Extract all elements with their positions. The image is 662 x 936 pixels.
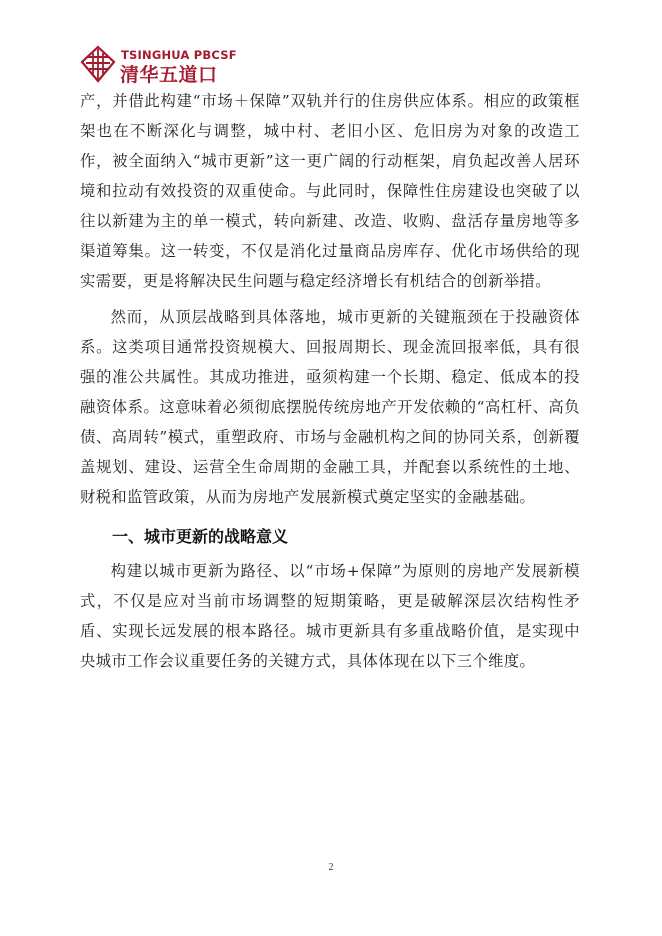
- logo-english-text: TSINGHUA PBCSF: [121, 48, 237, 62]
- tsinghua-logo-icon: [80, 45, 116, 83]
- paragraph-strategic: 构建以城市更新为路径、以“市场+保障”为原则的房地产发展新模式，不仅是应对当前市场调整的短期策略，更是破解深层次结构性矛盾、实现长远发展的根本路径。城市更新具有多重战略价值，是实现中央城市工作会议重要任务的关键方式，具体体现在以下三个维度。: [80, 562, 580, 670]
- logo-chinese-text: 清华五道口: [120, 64, 218, 86]
- section-heading: 一、城市更新的战略意义: [112, 527, 289, 546]
- page-number: 2: [328, 862, 334, 873]
- paragraph-continued: 产，并借此构建“市场＋保障”双轨并行的住房供应体系。相应的政策框架也在不断深化与调整，城中村、老旧小区、危旧房为对象的改造工作，被全面纳入“城市更新”这一更广阔的行动框架，肩负起改善人居环境和拉动有效投资的双重使命。与此同时，保障性住房建设也突破了以往以新建为主的单一模式，转向新建、改造、收购、盘活存量房地等多渠道筹集。这一转变，不仅是消化过量商品房库存、优化市场供给的现实需要，更是将解决民生问题与稳定经济增长有机结合的创新举措。: [80, 92, 580, 290]
- logo: [80, 45, 280, 86]
- paragraph-financing: 然而，从顶层战略到具体落地，城市更新的关键瓶颈在于投融资体系。这类项目通常投资规模大、回报周期长、现金流回报率低，具有很强的准公共属性。其成功推进，亟须构建一个长期、稳定、低成本的投融资体系。这意味着必须彻底摆脱传统房地产开发依赖的“高杠杆、高负债、高周转”模式，重塑政府、市场与金融机构之间的协同关系，创新覆盖规划、建设、运营全生命周期的金融工具，并配套以系统性的土地、财税和监管政策，从而为房地产发展新模式奠定坚实的金融基础。: [80, 308, 580, 506]
- document-body: [80, 86, 580, 676]
